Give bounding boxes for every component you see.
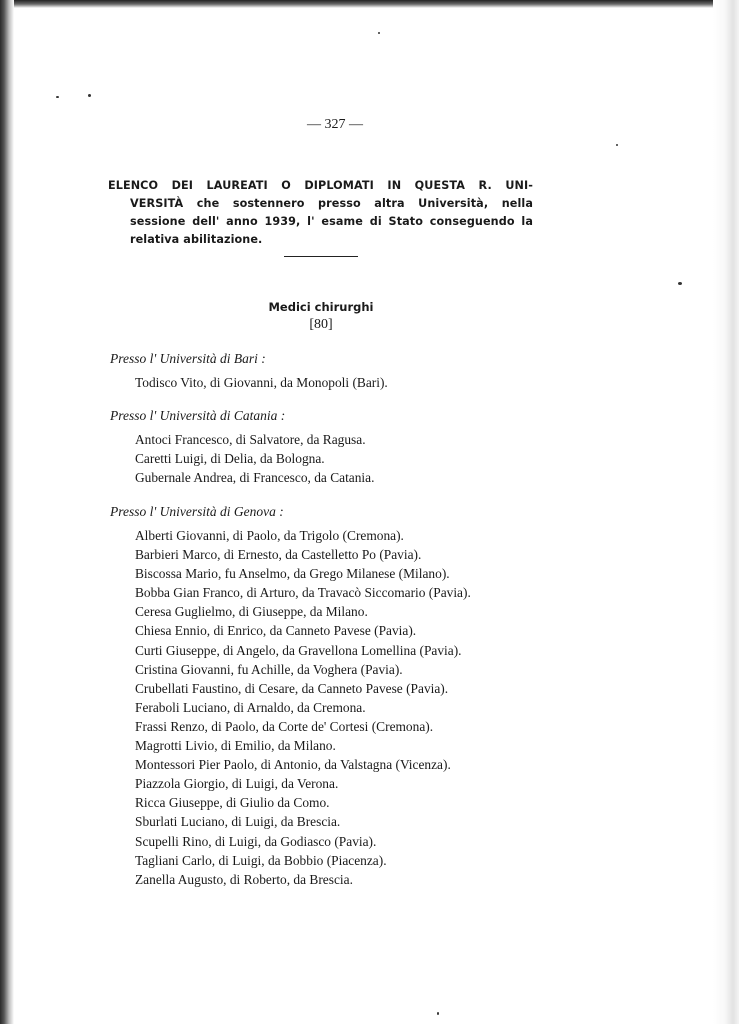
graduate-list [110, 526, 610, 889]
graduate-list [110, 430, 610, 487]
heading-line: relativa abilitazione. [130, 233, 263, 246]
list-item: Antoci Francesco, di Salvatore, da Ragusa. [135, 432, 366, 447]
list-item: Caretti Luigi, di Delia, da Bologna. [135, 451, 325, 467]
scan-speck [88, 94, 91, 97]
university-group-catania [110, 406, 610, 487]
page-number: — 327 — [307, 117, 363, 132]
list-item: Sburlati Luciano, di Luigi, da Brescia. [135, 814, 341, 830]
section-title: Medici chirurghi [268, 300, 374, 314]
graduate-list [110, 373, 610, 392]
university-group-bari [110, 349, 610, 392]
group-title: Presso l' Università di Genova : [110, 504, 284, 519]
scan-edge-left [0, 0, 14, 1024]
scan-speck [56, 96, 59, 98]
list-item: Bobba Gian Franco, di Arturo, da Travacò Siccomario (Pavia). [135, 585, 471, 601]
list-item: Chiesa Ennio, di Enrico, da Canneto Pavese (Pavia). [135, 623, 417, 639]
scan-edge-right [713, 0, 739, 1024]
group-title: Presso l' Università di Catania : [110, 408, 286, 423]
list-item: Ricca Giuseppe, di Giulio da Como. [135, 795, 330, 811]
scan-edge-top [0, 0, 739, 8]
list-item: Biscossa Mario, fu Anselmo, da Grego Milanese (Milano). [135, 566, 450, 582]
list-item: Frassi Renzo, di Paolo, da Corte de' Cortesi (Cremona). [135, 718, 434, 734]
list-item: Todisco Vito, di Giovanni, da Monopoli (Bari). [135, 375, 388, 390]
list-item: Montessori Pier Paolo, di Antonio, da Valstagna (Vicenza). [135, 757, 451, 773]
list-item: Crubellati Faustino, di Cesare, da Canneto Pavese (Pavia). [135, 680, 449, 696]
list-item: Ceresa Guglielmo, di Giuseppe, da Milano. [135, 604, 368, 620]
list-item: Magrotti Livio, di Emilio, da Milano. [135, 738, 336, 754]
list-item: Barbieri Marco, di Ernesto, da Castelletto Po (Pavia). [135, 547, 422, 563]
list-item: Zanella Augusto, di Roberto, da Brescia. [135, 871, 353, 887]
list-item: Curti Giuseppe, di Angelo, da Gravellona Lomellina (Pavia). [135, 642, 462, 658]
list-item: Piazzola Giorgio, di Luigi, da Verona. [135, 776, 339, 792]
heading-line: VERSITÀ che sostennero presso altra Università, nella [130, 197, 533, 210]
scan-speck [378, 32, 380, 34]
section-count: [80] [309, 317, 333, 332]
scan-speck [616, 144, 618, 146]
heading-line: ELENCO DEI LAUREATI O DIPLOMATI IN QUESTA R. UNI- [108, 179, 533, 192]
list-item: Scupelli Rino, di Luigi, da Godiasco (Pavia). [135, 833, 377, 849]
scan-speck [437, 1012, 439, 1015]
heading-divider [284, 256, 358, 257]
university-group-genova [110, 502, 610, 889]
list-item: Tagliani Carlo, di Luigi, da Bobbio (Piacenza). [135, 852, 387, 868]
document-heading [108, 177, 533, 249]
heading-line: sessione dell' anno 1939, l' esame di Stato conseguendo la [130, 215, 533, 228]
list-item: Cristina Giovanni, fu Achille, da Voghera (Pavia). [135, 661, 403, 677]
list-item: Feraboli Luciano, di Arnaldo, da Cremona. [135, 699, 366, 715]
group-title: Presso l' Università di Bari : [110, 351, 266, 366]
scan-speck [678, 282, 682, 285]
list-item: Alberti Giovanni, di Paolo, da Trigolo (Cremona). [135, 528, 404, 543]
list-item: Gubernale Andrea, di Francesco, da Catania. [135, 470, 375, 486]
